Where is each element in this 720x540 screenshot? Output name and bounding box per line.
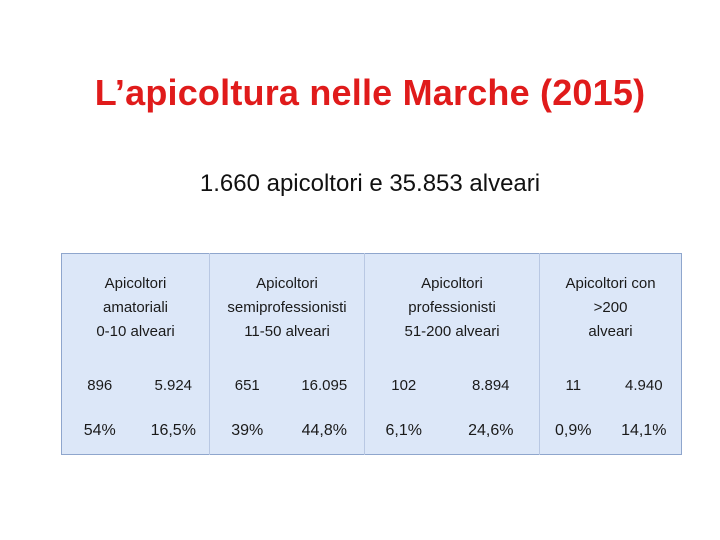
table-cell: 0,9% [540, 408, 607, 455]
slide-title: L’apicoltura nelle Marche (2015) [94, 72, 646, 113]
header-line: Apicoltori [421, 275, 483, 292]
table-cell: 5.924 [154, 376, 193, 394]
header-line: Apicoltori [104, 275, 167, 292]
header-cell-amatoriali [62, 254, 210, 363]
table-cell: 11 [540, 362, 607, 408]
header-line: alveari [588, 323, 633, 340]
table-cell: 651 [210, 362, 285, 408]
header-cell-oltre-200 [540, 254, 682, 363]
table-cell: 896 [87, 376, 113, 394]
table-cell: 4.940 [625, 376, 663, 394]
counts-row [62, 362, 682, 408]
header-line: semiprofessionisti [227, 299, 347, 316]
table-cell: 39% [210, 408, 285, 455]
header-cell-professionisti [365, 254, 540, 363]
table-cell: 16.095 [301, 376, 348, 394]
header-line: 11-50 alveari [244, 323, 330, 340]
header-line: amatoriali [102, 299, 169, 316]
percentages-row [62, 408, 682, 455]
header-line: 51-200 alveari [404, 323, 500, 340]
header-line: Apicoltori con [565, 275, 656, 292]
header-line: professionisti [408, 299, 496, 316]
table-cell: 6,1% [365, 408, 443, 455]
header-row [62, 254, 682, 363]
header-line: 0-10 alveari [96, 323, 175, 340]
header-line: >200 [593, 299, 628, 316]
table-cell: 8.894 [471, 376, 510, 394]
header-line: Apicoltori [256, 275, 318, 292]
table-cell: 54% [83, 422, 116, 439]
table-cell: 102 [365, 362, 443, 408]
beekeeping-table [61, 253, 682, 455]
table-cell: 24,6% [468, 422, 514, 439]
slide-subtitle: 1.660 apicoltori e 35.853 alveari [199, 170, 541, 197]
table-cell: 44,8% [301, 422, 347, 439]
table-cell: 14,1% [621, 422, 667, 439]
header-cell-semiprofessionisti [210, 254, 365, 363]
table-cell: 16,5% [150, 422, 196, 439]
